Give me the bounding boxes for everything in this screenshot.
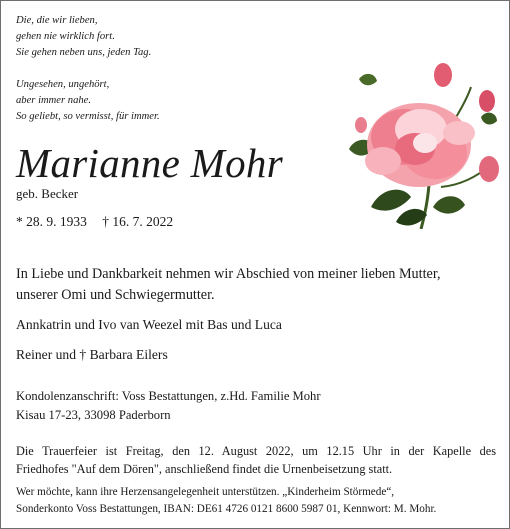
- birth-date: * 28. 9. 1933: [16, 214, 87, 229]
- rose-flower-photo: [341, 57, 501, 229]
- condolence-address: [16, 387, 321, 425]
- rose-petal: [413, 133, 437, 153]
- address-line: Kisau 17-23, 33098 Paderborn: [16, 408, 171, 422]
- poem-line: gehen nie wirklich fort.: [16, 31, 115, 42]
- donation-line: Sonderkonto Voss Bestattungen, IBAN: DE61 4726 0121 8600 5987 01, Kennwort: M. Mohr.: [16, 503, 437, 515]
- poem-stanza-2: [16, 77, 160, 125]
- farewell-line: unserer Omi und Schwiegermutter.: [16, 287, 215, 303]
- rose-petal: [365, 147, 401, 175]
- donation-notice: [16, 484, 496, 518]
- poem-stanza-1: [16, 13, 151, 61]
- mourner-line: Annkatrin und Ivo van Weezel mit Bas und Luca: [16, 317, 282, 332]
- life-dates: [16, 214, 185, 230]
- donation-line: Wer möchte, kann ihre Herzensangelegenheit unterstützen. „Kinderheim Störmede“,: [16, 486, 395, 498]
- farewell-text: [16, 264, 441, 306]
- mourner-line: Reiner und † Barbara Eilers: [16, 347, 168, 362]
- poem-line: So geliebt, so vermisst, für immer.: [16, 111, 160, 122]
- rose-bud: [434, 63, 452, 87]
- poem-line: Sie gehen neben uns, jeden Tag.: [16, 47, 152, 58]
- poem-line: Die, die wir lieben,: [16, 15, 98, 26]
- funeral-line: Friedhofes "Auf dem Dören", anschließend findet die Urnenbeisetzung statt.: [16, 462, 393, 476]
- rose-bud: [479, 156, 499, 182]
- rose-leaf: [433, 196, 465, 213]
- farewell-line: In Liebe und Dankbarkeit nehmen wir Abschied von meiner lieben Mutter,: [16, 266, 441, 282]
- address-line: Kondolenzanschrift: Voss Bestattungen, z.Hd. Familie Mohr: [16, 389, 321, 403]
- rose-petal: [443, 121, 475, 145]
- rose-bud: [479, 90, 495, 112]
- birth-name: geb. Becker: [16, 186, 79, 201]
- death-date: † 16. 7. 2022: [102, 214, 174, 229]
- rose-leaf: [359, 74, 377, 85]
- funeral-notice: [16, 442, 496, 478]
- funeral-line: Die Trauerfeier ist Freitag, den 12. August 2022, um 12.15 Uhr in der Kapelle des: [16, 444, 496, 458]
- rose-bud: [355, 117, 367, 133]
- rose-leaf: [481, 113, 497, 125]
- poem-line: aber immer nahe.: [16, 95, 92, 106]
- poem-line: Ungesehen, ungehört,: [16, 79, 110, 90]
- rose-leaf: [371, 190, 411, 211]
- deceased-name: Marianne Mohr: [16, 140, 283, 186]
